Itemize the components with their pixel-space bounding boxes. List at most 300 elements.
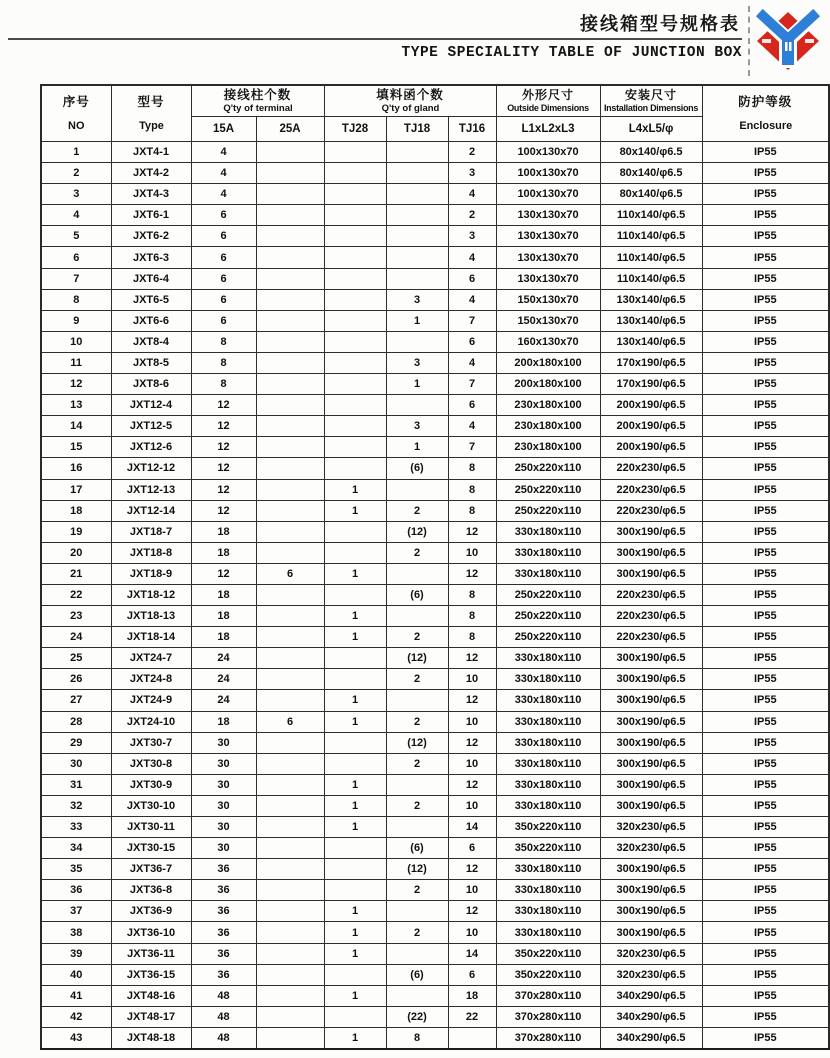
cell-no: 17 — [41, 479, 111, 500]
cell-tj16: 8 — [448, 479, 496, 500]
cell-type: JXT12-5 — [111, 416, 191, 437]
cell-outside-dim: 370x280x110 — [496, 1027, 600, 1049]
cell-no: 42 — [41, 1006, 111, 1027]
cell-type: JXT6-2 — [111, 226, 191, 247]
cell-install-dim: 300x190/φ6.5 — [600, 901, 702, 922]
cell-install-dim: 300x190/φ6.5 — [600, 859, 702, 880]
cell-tj18 — [386, 774, 448, 795]
cell-25a — [256, 374, 324, 395]
cell-tj28: 1 — [324, 901, 386, 922]
cell-outside-dim: 230x180x100 — [496, 416, 600, 437]
cell-install-dim: 300x190/φ6.5 — [600, 774, 702, 795]
cell-25a — [256, 606, 324, 627]
title-block — [0, 4, 830, 80]
cell-tj28: 1 — [324, 985, 386, 1006]
cell-no: 7 — [41, 268, 111, 289]
table-body — [41, 142, 829, 1050]
cell-enclosure: IP55 — [702, 374, 829, 395]
cell-install-dim: 80x140/φ6.5 — [600, 184, 702, 205]
cell-25a: 6 — [256, 711, 324, 732]
cell-tj28: 1 — [324, 817, 386, 838]
cell-no: 15 — [41, 437, 111, 458]
cell-enclosure: IP55 — [702, 859, 829, 880]
cell-outside-dim: 250x220x110 — [496, 606, 600, 627]
cell-outside-dim: 100x130x70 — [496, 142, 600, 163]
cell-install-dim: 300x190/φ6.5 — [600, 690, 702, 711]
cell-25a — [256, 205, 324, 226]
cell-no: 4 — [41, 205, 111, 226]
cell-15a: 36 — [191, 964, 256, 985]
cell-no: 39 — [41, 943, 111, 964]
cell-enclosure: IP55 — [702, 838, 829, 859]
cell-no: 1 — [41, 142, 111, 163]
cell-type: JXT30-15 — [111, 838, 191, 859]
cell-no: 16 — [41, 458, 111, 479]
cell-tj16: 6 — [448, 838, 496, 859]
table-row — [41, 732, 829, 753]
cell-tj16: 22 — [448, 1006, 496, 1027]
cell-25a — [256, 184, 324, 205]
cell-enclosure: IP55 — [702, 648, 829, 669]
table-row — [41, 437, 829, 458]
cell-outside-dim: 330x180x110 — [496, 795, 600, 816]
cell-type: JXT18-7 — [111, 521, 191, 542]
cell-tj18 — [386, 563, 448, 584]
cell-25a — [256, 690, 324, 711]
cell-enclosure: IP55 — [702, 817, 829, 838]
cell-install-dim: 300x190/φ6.5 — [600, 521, 702, 542]
cell-outside-dim: 230x180x100 — [496, 437, 600, 458]
cell-type: JXT18-14 — [111, 627, 191, 648]
cell-type: JXT6-6 — [111, 310, 191, 331]
cell-install-dim: 130x140/φ6.5 — [600, 310, 702, 331]
cell-tj16: 4 — [448, 247, 496, 268]
cell-type: JXT36-9 — [111, 901, 191, 922]
cell-tj28 — [324, 416, 386, 437]
cell-tj16: 12 — [448, 859, 496, 880]
cell-no: 22 — [41, 584, 111, 605]
cell-install-dim: 110x140/φ6.5 — [600, 268, 702, 289]
cell-outside-dim: 330x180x110 — [496, 648, 600, 669]
cell-type: JXT24-10 — [111, 711, 191, 732]
cell-install-dim: 320x230/φ6.5 — [600, 943, 702, 964]
cell-25a — [256, 268, 324, 289]
cell-type: JXT30-9 — [111, 774, 191, 795]
cell-15a: 6 — [191, 226, 256, 247]
cell-install-dim: 300x190/φ6.5 — [600, 648, 702, 669]
cell-type: JXT36-8 — [111, 880, 191, 901]
cell-type: JXT36-7 — [111, 859, 191, 880]
cell-15a: 24 — [191, 669, 256, 690]
table-row — [41, 542, 829, 563]
table-row — [41, 943, 829, 964]
cell-tj18: (6) — [386, 838, 448, 859]
cell-install-dim: 300x190/φ6.5 — [600, 711, 702, 732]
cell-25a — [256, 142, 324, 163]
cell-tj28: 1 — [324, 479, 386, 500]
cell-tj28 — [324, 352, 386, 373]
cell-tj16: 4 — [448, 184, 496, 205]
header-no — [41, 85, 111, 142]
cell-enclosure: IP55 — [702, 563, 829, 584]
cell-install-dim: 220x230/φ6.5 — [600, 584, 702, 605]
cell-tj18: 2 — [386, 922, 448, 943]
cell-type: JXT6-4 — [111, 268, 191, 289]
table-header — [41, 85, 829, 142]
cell-no: 33 — [41, 817, 111, 838]
cell-tj18 — [386, 331, 448, 352]
header-type-cn: 型号 — [137, 95, 165, 109]
header-install-en: Installation Dimensions — [603, 103, 699, 113]
cell-tj18: 3 — [386, 352, 448, 373]
cell-tj28 — [324, 268, 386, 289]
cell-no: 21 — [41, 563, 111, 584]
cell-15a: 18 — [191, 521, 256, 542]
cell-tj18 — [386, 606, 448, 627]
cell-tj28 — [324, 521, 386, 542]
cell-tj18: (12) — [386, 859, 448, 880]
cell-enclosure: IP55 — [702, 922, 829, 943]
cell-tj16: 8 — [448, 627, 496, 648]
cell-tj28 — [324, 458, 386, 479]
cell-outside-dim: 250x220x110 — [496, 500, 600, 521]
table-row — [41, 627, 829, 648]
cell-tj16: 12 — [448, 774, 496, 795]
cell-enclosure: IP55 — [702, 795, 829, 816]
header-col-tj18: TJ18 — [386, 117, 448, 142]
cell-type: JXT12-12 — [111, 458, 191, 479]
cell-outside-dim: 330x180x110 — [496, 901, 600, 922]
cell-tj18: (6) — [386, 458, 448, 479]
table-row — [41, 458, 829, 479]
cell-no: 11 — [41, 352, 111, 373]
cell-type: JXT48-16 — [111, 985, 191, 1006]
cell-type: JXT12-6 — [111, 437, 191, 458]
cell-tj18: 2 — [386, 880, 448, 901]
cell-tj16: 6 — [448, 964, 496, 985]
cell-install-dim: 340x290/φ6.5 — [600, 985, 702, 1006]
cell-install-dim: 340x290/φ6.5 — [600, 1006, 702, 1027]
cell-25a — [256, 247, 324, 268]
cell-outside-dim: 230x180x100 — [496, 395, 600, 416]
cell-25a — [256, 817, 324, 838]
cell-outside-dim: 330x180x110 — [496, 732, 600, 753]
cell-tj16: 14 — [448, 817, 496, 838]
cell-outside-dim: 330x180x110 — [496, 542, 600, 563]
cell-tj18: (12) — [386, 732, 448, 753]
cell-tj16: 7 — [448, 374, 496, 395]
header-type-en: Type — [138, 120, 164, 132]
cell-enclosure: IP55 — [702, 310, 829, 331]
cell-install-dim: 200x190/φ6.5 — [600, 395, 702, 416]
cell-tj16: 8 — [448, 584, 496, 605]
cell-outside-dim: 200x180x100 — [496, 352, 600, 373]
cell-tj18 — [386, 901, 448, 922]
cell-no: 8 — [41, 289, 111, 310]
cell-25a — [256, 352, 324, 373]
cell-tj16: 10 — [448, 753, 496, 774]
cell-no: 38 — [41, 922, 111, 943]
header-install — [600, 85, 702, 117]
cell-outside-dim: 330x180x110 — [496, 880, 600, 901]
cell-25a — [256, 985, 324, 1006]
cell-tj18: 2 — [386, 753, 448, 774]
cell-15a: 12 — [191, 437, 256, 458]
cell-install-dim: 80x140/φ6.5 — [600, 142, 702, 163]
cell-tj28 — [324, 880, 386, 901]
cell-no: 14 — [41, 416, 111, 437]
cell-type: JXT6-5 — [111, 289, 191, 310]
cell-15a: 24 — [191, 648, 256, 669]
cell-tj28: 1 — [324, 711, 386, 732]
table-row — [41, 922, 829, 943]
cell-25a — [256, 437, 324, 458]
cell-no: 19 — [41, 521, 111, 542]
cell-tj16 — [448, 1027, 496, 1049]
cell-type: JXT30-7 — [111, 732, 191, 753]
cell-type: JXT30-11 — [111, 817, 191, 838]
cell-tj16: 12 — [448, 901, 496, 922]
cell-enclosure: IP55 — [702, 142, 829, 163]
header-terminal-cn: 接线柱个数 — [223, 88, 292, 102]
cell-tj16: 6 — [448, 268, 496, 289]
cell-enclosure: IP55 — [702, 690, 829, 711]
cell-install-dim: 220x230/φ6.5 — [600, 606, 702, 627]
cell-15a: 4 — [191, 184, 256, 205]
page-title-english: TYPE SPECIALITY TABLE OF JUNCTION BOX — [401, 45, 742, 61]
cell-type: JXT18-12 — [111, 584, 191, 605]
cell-15a: 12 — [191, 395, 256, 416]
table-row — [41, 395, 829, 416]
title-dashed-divider — [748, 6, 750, 76]
cell-25a — [256, 669, 324, 690]
cell-enclosure: IP55 — [702, 184, 829, 205]
cell-no: 23 — [41, 606, 111, 627]
cell-enclosure: IP55 — [702, 542, 829, 563]
table-row — [41, 184, 829, 205]
cell-install-dim: 110x140/φ6.5 — [600, 205, 702, 226]
cell-outside-dim: 330x180x110 — [496, 669, 600, 690]
cell-install-dim: 320x230/φ6.5 — [600, 838, 702, 859]
header-col-tj16: TJ16 — [448, 117, 496, 142]
cell-outside-dim: 130x130x70 — [496, 268, 600, 289]
header-no-cn: 序号 — [62, 95, 90, 109]
header-col-15a: 15A — [191, 117, 256, 142]
cell-tj28 — [324, 542, 386, 563]
cell-outside-dim: 330x180x110 — [496, 711, 600, 732]
cell-15a: 30 — [191, 732, 256, 753]
cell-outside-dim: 150x130x70 — [496, 289, 600, 310]
cell-tj18: 8 — [386, 1027, 448, 1049]
table-row — [41, 563, 829, 584]
cell-25a — [256, 901, 324, 922]
cell-25a — [256, 458, 324, 479]
cell-tj18: 2 — [386, 711, 448, 732]
cell-outside-dim: 160x130x70 — [496, 331, 600, 352]
cell-type: JXT8-5 — [111, 352, 191, 373]
cell-tj18 — [386, 943, 448, 964]
cell-15a: 12 — [191, 500, 256, 521]
cell-15a: 12 — [191, 416, 256, 437]
cell-enclosure: IP55 — [702, 226, 829, 247]
cell-type: JXT4-2 — [111, 163, 191, 184]
cell-no: 5 — [41, 226, 111, 247]
cell-install-dim: 110x140/φ6.5 — [600, 226, 702, 247]
cell-tj18 — [386, 479, 448, 500]
cell-tj18: 2 — [386, 627, 448, 648]
cell-no: 2 — [41, 163, 111, 184]
table-row — [41, 669, 829, 690]
cell-enclosure: IP55 — [702, 331, 829, 352]
cell-type: JXT36-10 — [111, 922, 191, 943]
cell-25a — [256, 331, 324, 352]
cell-tj28 — [324, 226, 386, 247]
cell-enclosure: IP55 — [702, 880, 829, 901]
cell-enclosure: IP55 — [702, 416, 829, 437]
cell-enclosure: IP55 — [702, 606, 829, 627]
cell-15a: 48 — [191, 985, 256, 1006]
cell-tj28 — [324, 964, 386, 985]
cell-15a: 36 — [191, 859, 256, 880]
cell-25a — [256, 584, 324, 605]
cell-outside-dim: 250x220x110 — [496, 458, 600, 479]
cell-no: 10 — [41, 331, 111, 352]
header-type — [111, 85, 191, 142]
table-row — [41, 964, 829, 985]
cell-tj16: 3 — [448, 226, 496, 247]
cell-15a: 30 — [191, 753, 256, 774]
cell-tj28 — [324, 289, 386, 310]
header-enclosure-cn: 防护等级 — [738, 95, 793, 109]
cell-tj16: 10 — [448, 922, 496, 943]
cell-no: 37 — [41, 901, 111, 922]
cell-type: JXT48-18 — [111, 1027, 191, 1049]
cell-tj18: (12) — [386, 648, 448, 669]
cell-install-dim: 220x230/φ6.5 — [600, 458, 702, 479]
table-row — [41, 838, 829, 859]
cell-tj16: 12 — [448, 690, 496, 711]
cell-type: JXT30-8 — [111, 753, 191, 774]
cell-25a — [256, 521, 324, 542]
cell-tj16: 4 — [448, 289, 496, 310]
cell-no: 29 — [41, 732, 111, 753]
cell-tj28 — [324, 205, 386, 226]
cell-install-dim: 340x290/φ6.5 — [600, 1027, 702, 1049]
cell-tj16: 4 — [448, 416, 496, 437]
cell-enclosure: IP55 — [702, 205, 829, 226]
cell-tj18 — [386, 142, 448, 163]
cell-no: 9 — [41, 310, 111, 331]
cell-15a: 36 — [191, 943, 256, 964]
cell-25a — [256, 838, 324, 859]
cell-tj28 — [324, 753, 386, 774]
cell-25a — [256, 880, 324, 901]
cell-tj28 — [324, 310, 386, 331]
cell-25a — [256, 943, 324, 964]
cell-tj28: 1 — [324, 922, 386, 943]
table-row — [41, 859, 829, 880]
cell-25a — [256, 226, 324, 247]
cell-15a: 30 — [191, 774, 256, 795]
table-row — [41, 416, 829, 437]
cell-tj16: 6 — [448, 331, 496, 352]
cell-type: JXT8-6 — [111, 374, 191, 395]
cell-tj16: 18 — [448, 985, 496, 1006]
cell-no: 30 — [41, 753, 111, 774]
cell-tj16: 12 — [448, 732, 496, 753]
cell-no: 27 — [41, 690, 111, 711]
cell-no: 34 — [41, 838, 111, 859]
table-row — [41, 226, 829, 247]
cell-outside-dim: 330x180x110 — [496, 521, 600, 542]
cell-outside-dim: 330x180x110 — [496, 922, 600, 943]
cell-no: 6 — [41, 247, 111, 268]
table-row — [41, 500, 829, 521]
cell-no: 31 — [41, 774, 111, 795]
cell-25a — [256, 1027, 324, 1049]
cell-25a — [256, 395, 324, 416]
cell-install-dim: 300x190/φ6.5 — [600, 732, 702, 753]
table-row — [41, 289, 829, 310]
cell-enclosure: IP55 — [702, 395, 829, 416]
cell-tj18 — [386, 268, 448, 289]
cell-tj28 — [324, 374, 386, 395]
header-terminal-group — [191, 85, 324, 117]
company-logo-icon — [752, 6, 824, 76]
cell-no: 32 — [41, 795, 111, 816]
cell-tj16: 12 — [448, 521, 496, 542]
cell-no: 36 — [41, 880, 111, 901]
table-row — [41, 711, 829, 732]
cell-outside-dim: 100x130x70 — [496, 184, 600, 205]
cell-tj28 — [324, 331, 386, 352]
header-no-en: NO — [68, 120, 85, 132]
cell-15a: 48 — [191, 1006, 256, 1027]
cell-15a: 18 — [191, 711, 256, 732]
table-row — [41, 205, 829, 226]
header-outside-en: Outside Dimensions — [507, 103, 589, 113]
cell-tj28 — [324, 859, 386, 880]
cell-tj28: 1 — [324, 690, 386, 711]
cell-15a: 12 — [191, 458, 256, 479]
cell-outside-dim: 350x220x110 — [496, 817, 600, 838]
cell-tj16: 4 — [448, 352, 496, 373]
cell-outside-dim: 150x130x70 — [496, 310, 600, 331]
table-row — [41, 521, 829, 542]
cell-outside-dim: 200x180x100 — [496, 374, 600, 395]
cell-tj16: 10 — [448, 795, 496, 816]
cell-tj16: 8 — [448, 458, 496, 479]
cell-no: 40 — [41, 964, 111, 985]
cell-tj18: 3 — [386, 416, 448, 437]
cell-enclosure: IP55 — [702, 521, 829, 542]
cell-25a — [256, 500, 324, 521]
cell-15a: 8 — [191, 374, 256, 395]
cell-15a: 30 — [191, 817, 256, 838]
cell-outside-dim: 370x280x110 — [496, 1006, 600, 1027]
cell-15a: 6 — [191, 247, 256, 268]
cell-type: JXT6-3 — [111, 247, 191, 268]
cell-tj16: 10 — [448, 880, 496, 901]
cell-no: 26 — [41, 669, 111, 690]
cell-tj16: 2 — [448, 205, 496, 226]
table-row — [41, 310, 829, 331]
cell-tj28: 1 — [324, 500, 386, 521]
cell-enclosure: IP55 — [702, 268, 829, 289]
cell-no: 35 — [41, 859, 111, 880]
cell-tj16: 8 — [448, 606, 496, 627]
page-title-chinese: 接线箱型号规格表 — [580, 14, 740, 34]
